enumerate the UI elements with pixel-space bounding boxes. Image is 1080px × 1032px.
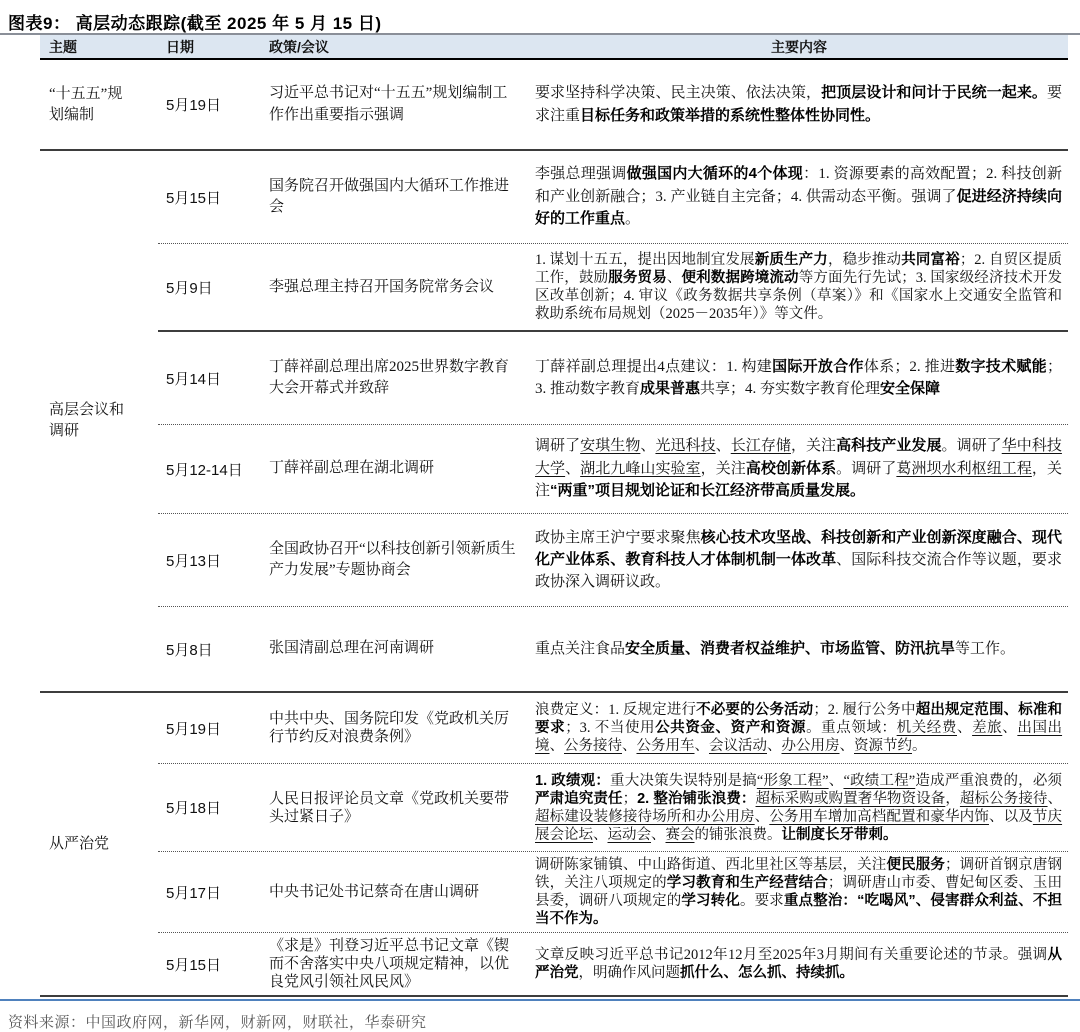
text-run: 、 [839,738,854,754]
date-cell: 5月19日 [166,97,222,114]
text-run: 差旅 [972,720,1003,736]
text-run: 机关经费 [896,720,957,736]
text-run: 不必要的公务活动 [696,702,814,718]
date-cell: 5月19日 [166,720,222,738]
content-cell [530,247,1068,327]
text-run: 、 [767,738,782,754]
text-run: 丁薛祥副总理提出4点建议：1. 构建 [535,358,773,375]
table-section [40,149,1068,691]
text-run: 超标公务接待 [959,790,1048,807]
text-run: 葛洲坝水利枢纽工程 [896,460,1032,477]
text-run: 便民服务 [886,857,946,873]
text-run: 、 [640,438,656,455]
text-run: 浪费定义：1. 反规定进行 [535,702,697,718]
date-cell: 5月8日 [166,641,213,659]
text-run: 文章反映习近平总书记2012年12月至2025年3月期间有关重要论述的节录。强调 [535,947,1048,963]
date-cell: 5月15日 [166,956,222,974]
text-run: ，关注 [700,460,746,477]
table-row [158,933,1068,995]
content-cell [530,352,1068,405]
text-run: ；2. 自贸区提质工作，鼓励 [535,252,1063,286]
text-run: 、国际科技交流合作等议题，要求政协深入调研议政。 [535,552,1062,590]
text-run: 、 [694,738,709,754]
text-run: 核心技术攻坚战、科技创新和产业创新深度融合、现代化产业体系、教育科技人才体制机制一体改革 [535,528,1062,569]
text-run: 把顶层设计和问计于民统一起来。 [821,84,1047,101]
text-run: 共同富裕 [901,252,960,268]
policy-cell: 《求是》刊登习近平总书记文章《锲而不舍落实中央八项规定精神，以优良党风引领社风民风》 [269,938,510,990]
text-run: 。调研了 [836,460,897,477]
content-cell [530,634,1068,665]
date-cell: 5月18日 [166,800,222,817]
text-run: 公务用车 [636,738,695,754]
table-row [158,607,1068,691]
text-run: 1. 谋划十五五，提出因地制宜发展 [535,252,755,268]
text-run: 、 [715,438,731,455]
text-run: ， [945,790,960,807]
text-run: 光迅科技 [655,438,716,455]
table-row [158,151,1068,244]
text-run: 节庆展会论坛 [535,808,1063,843]
text-run: 、 [549,738,564,754]
col-header-theme: 主题 [49,38,77,55]
text-run: 1. 政绩观： [535,772,611,789]
text-run: 高科技产业发展 [836,437,942,455]
date-cell: 5月9日 [166,279,213,297]
text-run: 、 [828,772,844,789]
text-run: 体系；2. 推进 [863,358,956,375]
text-run: 安全质量、消费者权益维护、市场监管、防汛抗旱 [625,639,956,657]
col-header-content: 主要内容 [771,38,827,55]
text-run: 重点整治：“吃喝风”、侵害群众利益、不担当不作为。 [535,893,1063,927]
text-run: 成果普惠 [640,380,701,397]
text-run: 安全保障 [880,380,941,397]
policy-cell: 国务院召开做强国内大循环工作推进会 [269,177,510,215]
table-row [158,764,1068,852]
text-run: 、 [1002,720,1018,736]
text-run: 超标建设装修接待场所和办公用房 [535,808,755,825]
text-run: 要求坚持科学决策、民主决策、依法决策， [535,85,822,101]
text-run: 从严治党 [535,947,1062,981]
text-run: 要求注重 [535,85,1062,124]
policy-cell: 中共中央、国务院印发《党政机关厉行节约反对浪费条例》 [269,711,510,745]
text-run: 会议活动 [709,738,767,754]
text-run: 公务接待 [564,738,622,754]
col-header-date: 日期 [166,38,194,55]
figure-title: 图表9： 高层动态跟踪(截至 2025 年 5 月 15 日) [8,14,382,33]
table-section [40,60,1068,149]
policy-cell: 李强总理主持召开国务院常务会议 [269,279,495,295]
text-run: 新质生产力 [754,252,828,268]
text-run: 、 [565,460,581,477]
content-cell [530,78,1068,131]
date-cell: 5月14日 [166,370,222,388]
text-run: 服务贸易 [608,270,667,286]
text-run: 、 [622,738,637,754]
accent-divider [0,999,1080,1002]
text-run: 出国出境 [535,720,1063,754]
table-row [158,693,1068,764]
table-row [158,425,1068,514]
text-run: 、 [1047,790,1063,807]
text-run: 李强总理强调 [535,166,627,183]
text-run: 、 [666,270,682,286]
text-run: 高校创新体系 [745,459,837,477]
text-run: 目标任务和政策举措的系统性整体性协同性。 [580,106,881,124]
text-run: 共享；4. 夯实数字教育伦理 [700,381,881,397]
text-run: 办公用房 [781,738,840,754]
text-run: 、 [957,720,973,736]
text-run: ，明确作风问题 [578,965,680,981]
text-run: 长江存储 [730,438,791,455]
text-run: 让制度长牙带刺。 [781,826,898,843]
text-run: 便利数据跨境流动 [681,270,799,286]
content-cell [530,942,1068,986]
text-run: 运动会 [607,826,651,843]
text-run: 做强国内大循环的4个体现 [626,165,804,183]
text-run: “政绩工程” [843,772,916,789]
table-row [158,852,1068,933]
col-header-policy: 政策/会议 [269,38,329,55]
text-run: 、以及 [988,808,1033,825]
text-run: 公务用车增加高档配置和豪华内饰 [769,808,989,825]
tracking-table [40,35,1068,997]
theme-cell: 高层会议和调研 [49,402,125,439]
date-cell: 5月13日 [166,552,222,570]
text-run: 调研陈家铺镇、中山路街道、西北里社区等基层，关注 [535,857,887,873]
text-run: 。 [625,211,641,228]
policy-cell: 中央书记处书记蔡奇在唐山调研 [269,884,480,900]
text-run: ，关注 [790,438,837,455]
policy-cell: 习近平总书记对“十五五”规划编制工作作出重要指示强调 [269,85,508,123]
table-row [158,332,1068,425]
policy-cell: 全国政协召开“以科技创新引领新质生产力发展”专题协商会 [269,540,516,578]
text-run: 湖北九峰山实验室 [580,460,701,477]
table-body [40,60,1068,995]
text-run: 资源节约 [854,738,912,754]
text-run: 公共资金、资产和资源 [655,720,807,736]
content-cell [530,852,1068,932]
text-run: ； [622,790,638,807]
policy-cell: 丁薛祥副总理出席2025世界数字教育大会开幕式并致辞 [269,358,510,396]
text-run: 。重点领域： [806,720,897,736]
text-run: ；3. 推动数字教育 [535,358,1062,397]
text-run: 。要求 [739,893,784,909]
text-run: 政协主席王沪宁要求聚焦 [535,529,701,546]
content-cell [530,697,1068,759]
content-cell [530,768,1068,848]
text-run: ；2. 履行公务中 [813,702,916,718]
table-row [158,60,1068,149]
text-run: 学习转化 [681,893,740,909]
date-cell: 5月15日 [166,189,222,207]
text-run: 超标采购或购置奢华物资设备 [755,790,946,807]
text-run: ，关注 [535,460,1062,500]
text-run: ；调研唐山市委、曹妃甸区委、玉田县委，调研八项规定的 [535,875,1063,909]
table-row [158,514,1068,607]
section-rows [158,693,1068,995]
text-run: ，稳步推动 [827,252,902,268]
text-run: ：1. 资源要素的高效配置；2. 科技创新和产业创新融合；3. 产业链自主完备；4. 供需动态平衡。强调了 [535,166,1062,205]
text-run: 国际开放合作 [772,357,864,375]
policy-cell: 人民日报评论员文章《党政机关要带头过紧日子》 [269,790,510,825]
policy-cell: 丁薛祥副总理在湖北调研 [269,460,435,477]
text-run: 重大决策失误特别是搞 [610,772,757,789]
text-run: 华中科技大学 [535,438,1062,477]
theme-cell: “十五五”规划编制 [49,85,123,123]
text-run: 造成严重浪费的，必须 [915,772,1063,789]
text-run: 等工作。 [955,640,1016,657]
text-run: 。调研了 [941,438,1002,455]
text-run: “形象工程” [756,772,829,789]
text-run: 的铺张浪费。 [694,826,782,843]
text-run: 学习教育和生产经营结合 [666,875,828,891]
text-run: “两重”项目规划论证和长江经济带高质量发展。 [550,482,866,500]
text-run: 等方面先行先试；3. 国家级经济技术开发区改革创新；4. 审议《政务数据共享条例（草案）》和《国家水上交通安全监管和救助系统布局规划（2025－2035年）》等文件。 [535,270,1063,322]
text-run: 、 [754,808,770,825]
content-cell [530,159,1068,235]
text-run: 抓什么、怎么抓、持续抓。 [680,965,854,981]
text-run: 2. 整治铺张浪费： [637,790,756,807]
text-run: 严肃追究责任 [535,790,623,807]
text-run: ；调研首钢京唐钢铁，关注八项规定的 [535,857,1063,891]
text-run: 超出规定范围、标准和要求 [535,702,1063,736]
text-run: 。 [912,738,927,754]
text-run: 赛会 [665,826,695,843]
date-cell: 5月17日 [166,884,222,902]
text-run: 、 [593,826,608,843]
text-run: ；3. 不当使用 [565,720,656,736]
table-row [158,244,1068,332]
theme-cell: 从严治党 [49,835,110,852]
section-rows [158,60,1068,149]
policy-cell: 张国清副总理在河南调研 [269,640,435,657]
content-cell [530,431,1068,507]
text-run: 调研了 [535,438,581,455]
table-header [40,35,1068,60]
text-run: 促进经济持续向好的工作重点 [535,187,1062,228]
text-run: 安琪生物 [580,438,641,455]
text-run: 数字技术赋能 [955,357,1047,375]
text-run: 重点关注食品 [535,640,626,657]
content-cell [530,523,1068,598]
section-rows [158,151,1068,691]
table-section [40,691,1068,995]
date-cell: 5月12-14日 [166,461,243,479]
source-note: 资料来源：中国政府网，新华网，财新网，财联社，华泰研究 [8,1015,427,1031]
text-run: 、 [651,826,666,843]
